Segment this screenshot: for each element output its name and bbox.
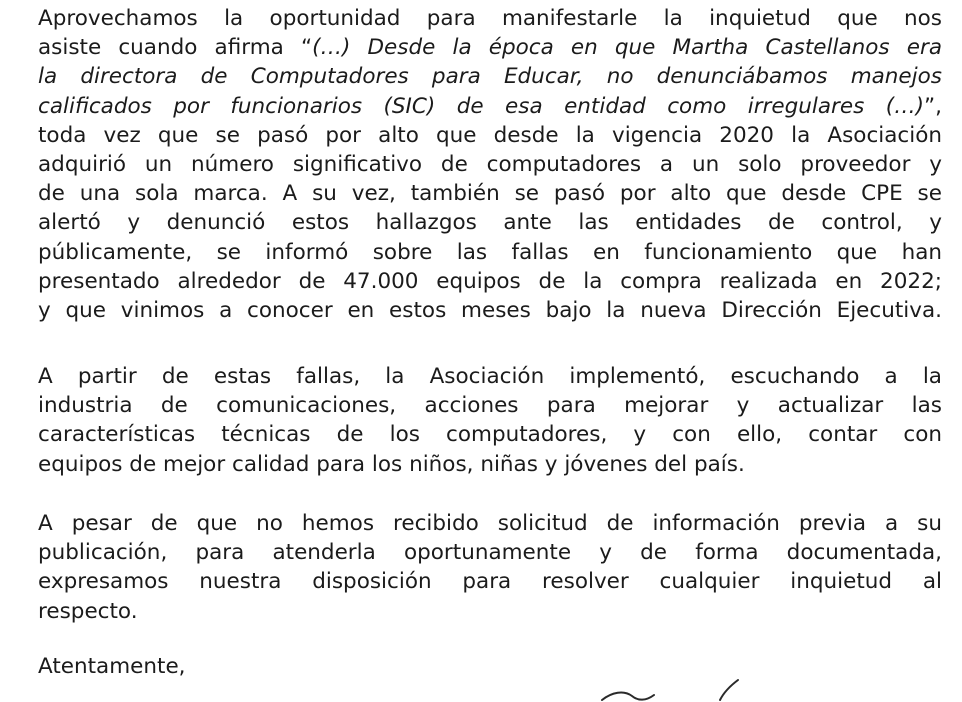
text-line: públicamente, se informó sobre las fallas en funcionamiento que han	[38, 239, 942, 265]
paragraph-statement	[38, 4, 942, 325]
text-line: A pesar de que no hemos recibido solicitud de información previa a su	[38, 511, 942, 536]
text-line: respecto.	[38, 598, 138, 624]
text-line: y que vinimos a conocer en estos meses bajo la nueva Dirección Ejecutiva.	[38, 297, 942, 323]
text-line: industria de comunicaciones, acciones para mejorar y actualizar las	[38, 393, 942, 419]
signature-stroke	[720, 680, 738, 700]
paragraph-disposition	[38, 509, 942, 626]
text-line: publicación, para atenderla oportunamente y de forma documentada,	[38, 540, 942, 566]
quoted-text: calificados por funcionarios (SIC) de esa entidad como irregulares (…)	[38, 93, 925, 119]
text-line: equipos de mejor calidad para los niños, niñas y jóvenes del país.	[38, 451, 745, 477]
text-line: Aprovechamos la oportunidad para manifestarle la inquietud que nos	[38, 6, 942, 31]
text-line: de una sola marca. A su vez, también se pasó por alto que desde CPE se	[38, 181, 942, 207]
quoted-text: (…) Desde la época en que Martha Castellanos era	[312, 35, 942, 61]
text-line: alertó y denunció estos hallazgos ante las entidades de control, y	[38, 210, 942, 236]
text-line: adquirió un número significativo de computadores a un solo proveedor y	[38, 151, 942, 177]
signature-stroke	[602, 693, 654, 700]
quoted-text: la directora de Computadores para Educar, no denunciábamos manejos	[38, 64, 942, 90]
quote-close: ”,	[924, 93, 942, 119]
text-line: características técnicas de los computadores, y con ello, contar con	[38, 422, 942, 448]
text-line: A partir de estas fallas, la Asociación implementó, escuchando a la	[38, 364, 942, 389]
text-line: toda vez que se pasó por alto que desde la vigencia 2020 la Asociación	[38, 122, 942, 148]
text-line: presentado alrededor de 47.000 equipos de la compra realizada en 2022;	[38, 268, 942, 294]
text-line	[38, 62, 942, 91]
signature-icon	[598, 678, 748, 702]
text-line	[38, 33, 942, 62]
quote-open: asiste cuando afirma “	[38, 35, 313, 61]
text-line	[38, 92, 942, 121]
paragraph-actions	[38, 362, 942, 479]
text-line: expresamos nuestra disposición para resolver cualquier inquietud al	[38, 569, 942, 595]
closing-text: Atentamente,	[38, 654, 186, 679]
closing	[38, 652, 942, 681]
